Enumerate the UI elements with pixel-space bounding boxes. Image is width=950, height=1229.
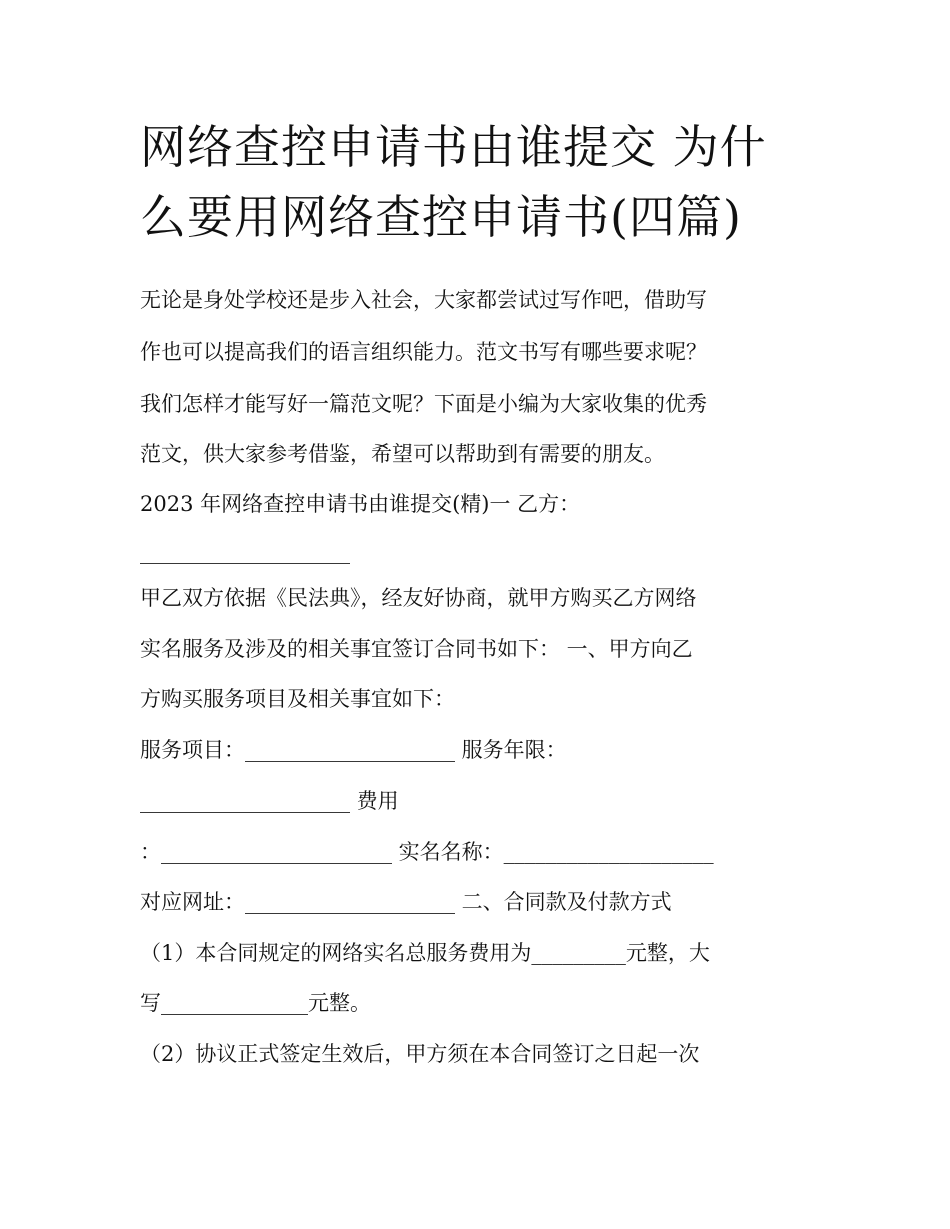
body-line-1: 甲乙双方依据《民法典》，经友好协商，就甲方购买乙方网络 xyxy=(140,586,697,610)
document-title xyxy=(140,112,820,252)
intro-line-1: 无论是身处学校还是步入社会，大家都尝试过写作吧，借助写 xyxy=(140,288,707,312)
body-line-3: 方购买服务项目及相关事宜如下： xyxy=(140,687,455,711)
real-name-line: ：______________________ 实名名称：____________________ xyxy=(140,840,714,864)
body-line-2: 实名服务及涉及的相关事宜签订合同书如下： 一、甲方向乙 xyxy=(140,637,693,661)
fee-line: ____________________ 费用 xyxy=(140,789,399,813)
section-heading: 2023 年网络查控申请书由谁提交(精)一 乙方： xyxy=(140,492,581,516)
title-line-2: 么要用网络查控申请书(四篇) xyxy=(140,190,742,244)
service-item-line: 服务项目：____________________ 服务年限： xyxy=(140,738,567,762)
payment-clause-2: （2）协议正式签定生效后，甲方须在本合同签订之日起一次 xyxy=(140,1042,700,1066)
signature-blank-line: ____________________ xyxy=(140,540,350,564)
payment-clause-1: （1）本合同规定的网络实名总服务费用为_________元整，大 xyxy=(140,941,710,965)
payment-clause-1-cont: 写______________元整。 xyxy=(140,991,371,1015)
url-line: 对应网址：____________________ 二、合同款及付款方式 xyxy=(140,890,672,914)
intro-line-2: 作也可以提高我们的语言组织能力。范文书写有哪些要求呢？ xyxy=(140,340,707,364)
title-line-1: 网络查控申请书由谁提交 为什 xyxy=(140,120,767,174)
intro-line-3: 我们怎样才能写好一篇范文呢？下面是小编为大家收集的优秀 xyxy=(140,392,707,416)
intro-line-4: 范文，供大家参考借鉴，希望可以帮助到有需要的朋友。 xyxy=(140,442,665,466)
